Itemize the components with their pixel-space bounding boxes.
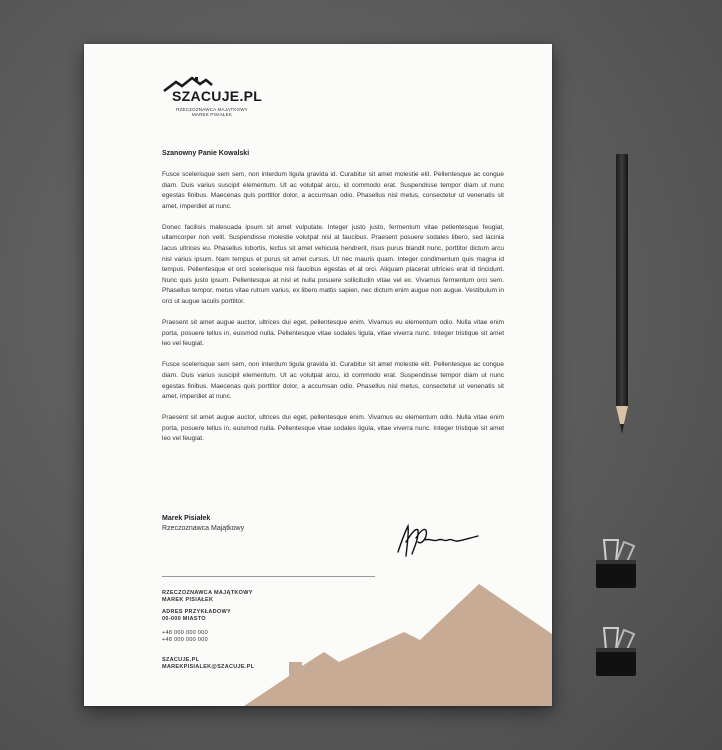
- letter-body: [162, 170, 504, 456]
- logo-subtitle-line1: RZECZOZNAWCA MAJĄTKOWY: [176, 107, 248, 112]
- letterhead-paper: [84, 44, 552, 706]
- paragraph: Praesent sit amet augue auctor, ultrices dui eget, pellentesque enim. Vivamus eu elementum odio. Nulla vitae enim porta, posuere tellus in, euismod nulla. Pellentesque vitae sodales ligula, vitae viverra nunc. Integer tristique sit amet leo vel feugiat.: [162, 319, 504, 348]
- letter-greeting: Szanowny Panie Kowalski: [162, 150, 250, 157]
- signer-name: Marek Pisiałek: [162, 515, 211, 522]
- footer-phone2: +48 000 000 000: [162, 636, 208, 643]
- footer-email: MAREKPISIALEK@SZACUJE.PL: [162, 663, 255, 670]
- footer-website: SZACUJE.PL: [162, 657, 200, 663]
- footer-web: [162, 657, 282, 670]
- paragraph: Fusce scelerisque sem sem, non interdum ligula gravida id. Curabitur sit amet molestie elit. Pellentesque ac congue diam. Duis varius suscipit elementum. Ut ac volutpat arcu, id commodo erat. Suspendisse tempor diam ut nunc egestas finibus. Maecenas quis porttitor dolor, a accumsan odio. Phasellus nisl metus, consectetur ut venenatis sit amet, imperdiet at nunc.: [162, 361, 504, 401]
- footer-address-line1: ADRES PRZYKŁADOWY: [162, 609, 231, 615]
- logo-subtitle-line2: MAREK PISIAŁEK: [191, 112, 233, 117]
- footer-phone1: +48 000 000 000: [162, 630, 208, 636]
- paragraph: Fusce scelerisque sem sem, non interdum ligula gravida id. Curabitur sit amet molestie elit. Pellentesque ac congue diam. Duis varius suscipit elementum. Ut ac volutpat arcu, id commodo erat. Suspendisse tempor diam ut nunc egestas finibus. Maecenas quis porttitor dolor, a accumsan odio. Phasellus nisl metus, consectetur ut venenatis sit amet, imperdiet at nunc.: [162, 171, 504, 210]
- footer-phones: [162, 630, 282, 643]
- binder-clip-icon: [594, 624, 640, 680]
- footer-address-line2: 00-000 MIASTO: [162, 615, 206, 622]
- binder-clip-icon: [594, 536, 640, 592]
- company-logo: [162, 76, 262, 116]
- footer-company: [162, 590, 282, 603]
- footer-divider: [162, 576, 375, 577]
- pencil-icon: [612, 150, 632, 440]
- footer-address: [162, 609, 282, 622]
- paragraph: Donec facilisis malesuada ipsum sit amet vulputate. Integer justo justo, fermentum vitae pellentesque feugiat, ullamcorper non velit. Suspendisse molestie volutpat nisl at faucibus. Praesent posuere sodales libero, sed lacinia lacus ultrices eu. Phasellus lobortis, lectus sit amet vehicula hendrerit, risus purus blandit nunc, porttitor dictum arcu nisl varius ipsum. Nam tempus et purus sit amet cursus. Ut nec mauris quam. Integer condimentum quis magna id tempus. Pellentesque et orci scelerisque nisi faucibus egestas et at orci. Aliquam placerat ultricies erat id tincidunt. Nunc quis justo ipsum. Pellentesque at nisl et nulla posuere sollicitudin vitae vel ex. Vivamus fermentum orci sem. Phasellus tempor, metus vitae rutrum varius, ex libero mattis sapien, nec dictum enim augue non augue. Vestibulum in orci ut augue iaculis porttitor.: [162, 223, 504, 306]
- signer-role: Rzeczoznawca Majątkowy: [162, 525, 245, 532]
- footer-company-line1: RZECZOZNAWCA MAJĄTKOWY: [162, 590, 253, 596]
- footer-company-line2: MAREK PISIAŁEK: [162, 596, 214, 603]
- paragraph: Praesent sit amet augue auctor, ultrices dui eget, pellentesque enim. Vivamus eu elementum odio. Nulla vitae enim porta, posuere tellus in, euismod nulla. Pellentesque vitae sodales ligula, vitae viverra nunc. Integer tristique sit amet leo vel feugiat.: [162, 414, 504, 443]
- logo-name: SZACUJE.PL: [172, 88, 263, 104]
- logo-subtitle: [162, 107, 262, 117]
- signature-icon: [394, 520, 494, 560]
